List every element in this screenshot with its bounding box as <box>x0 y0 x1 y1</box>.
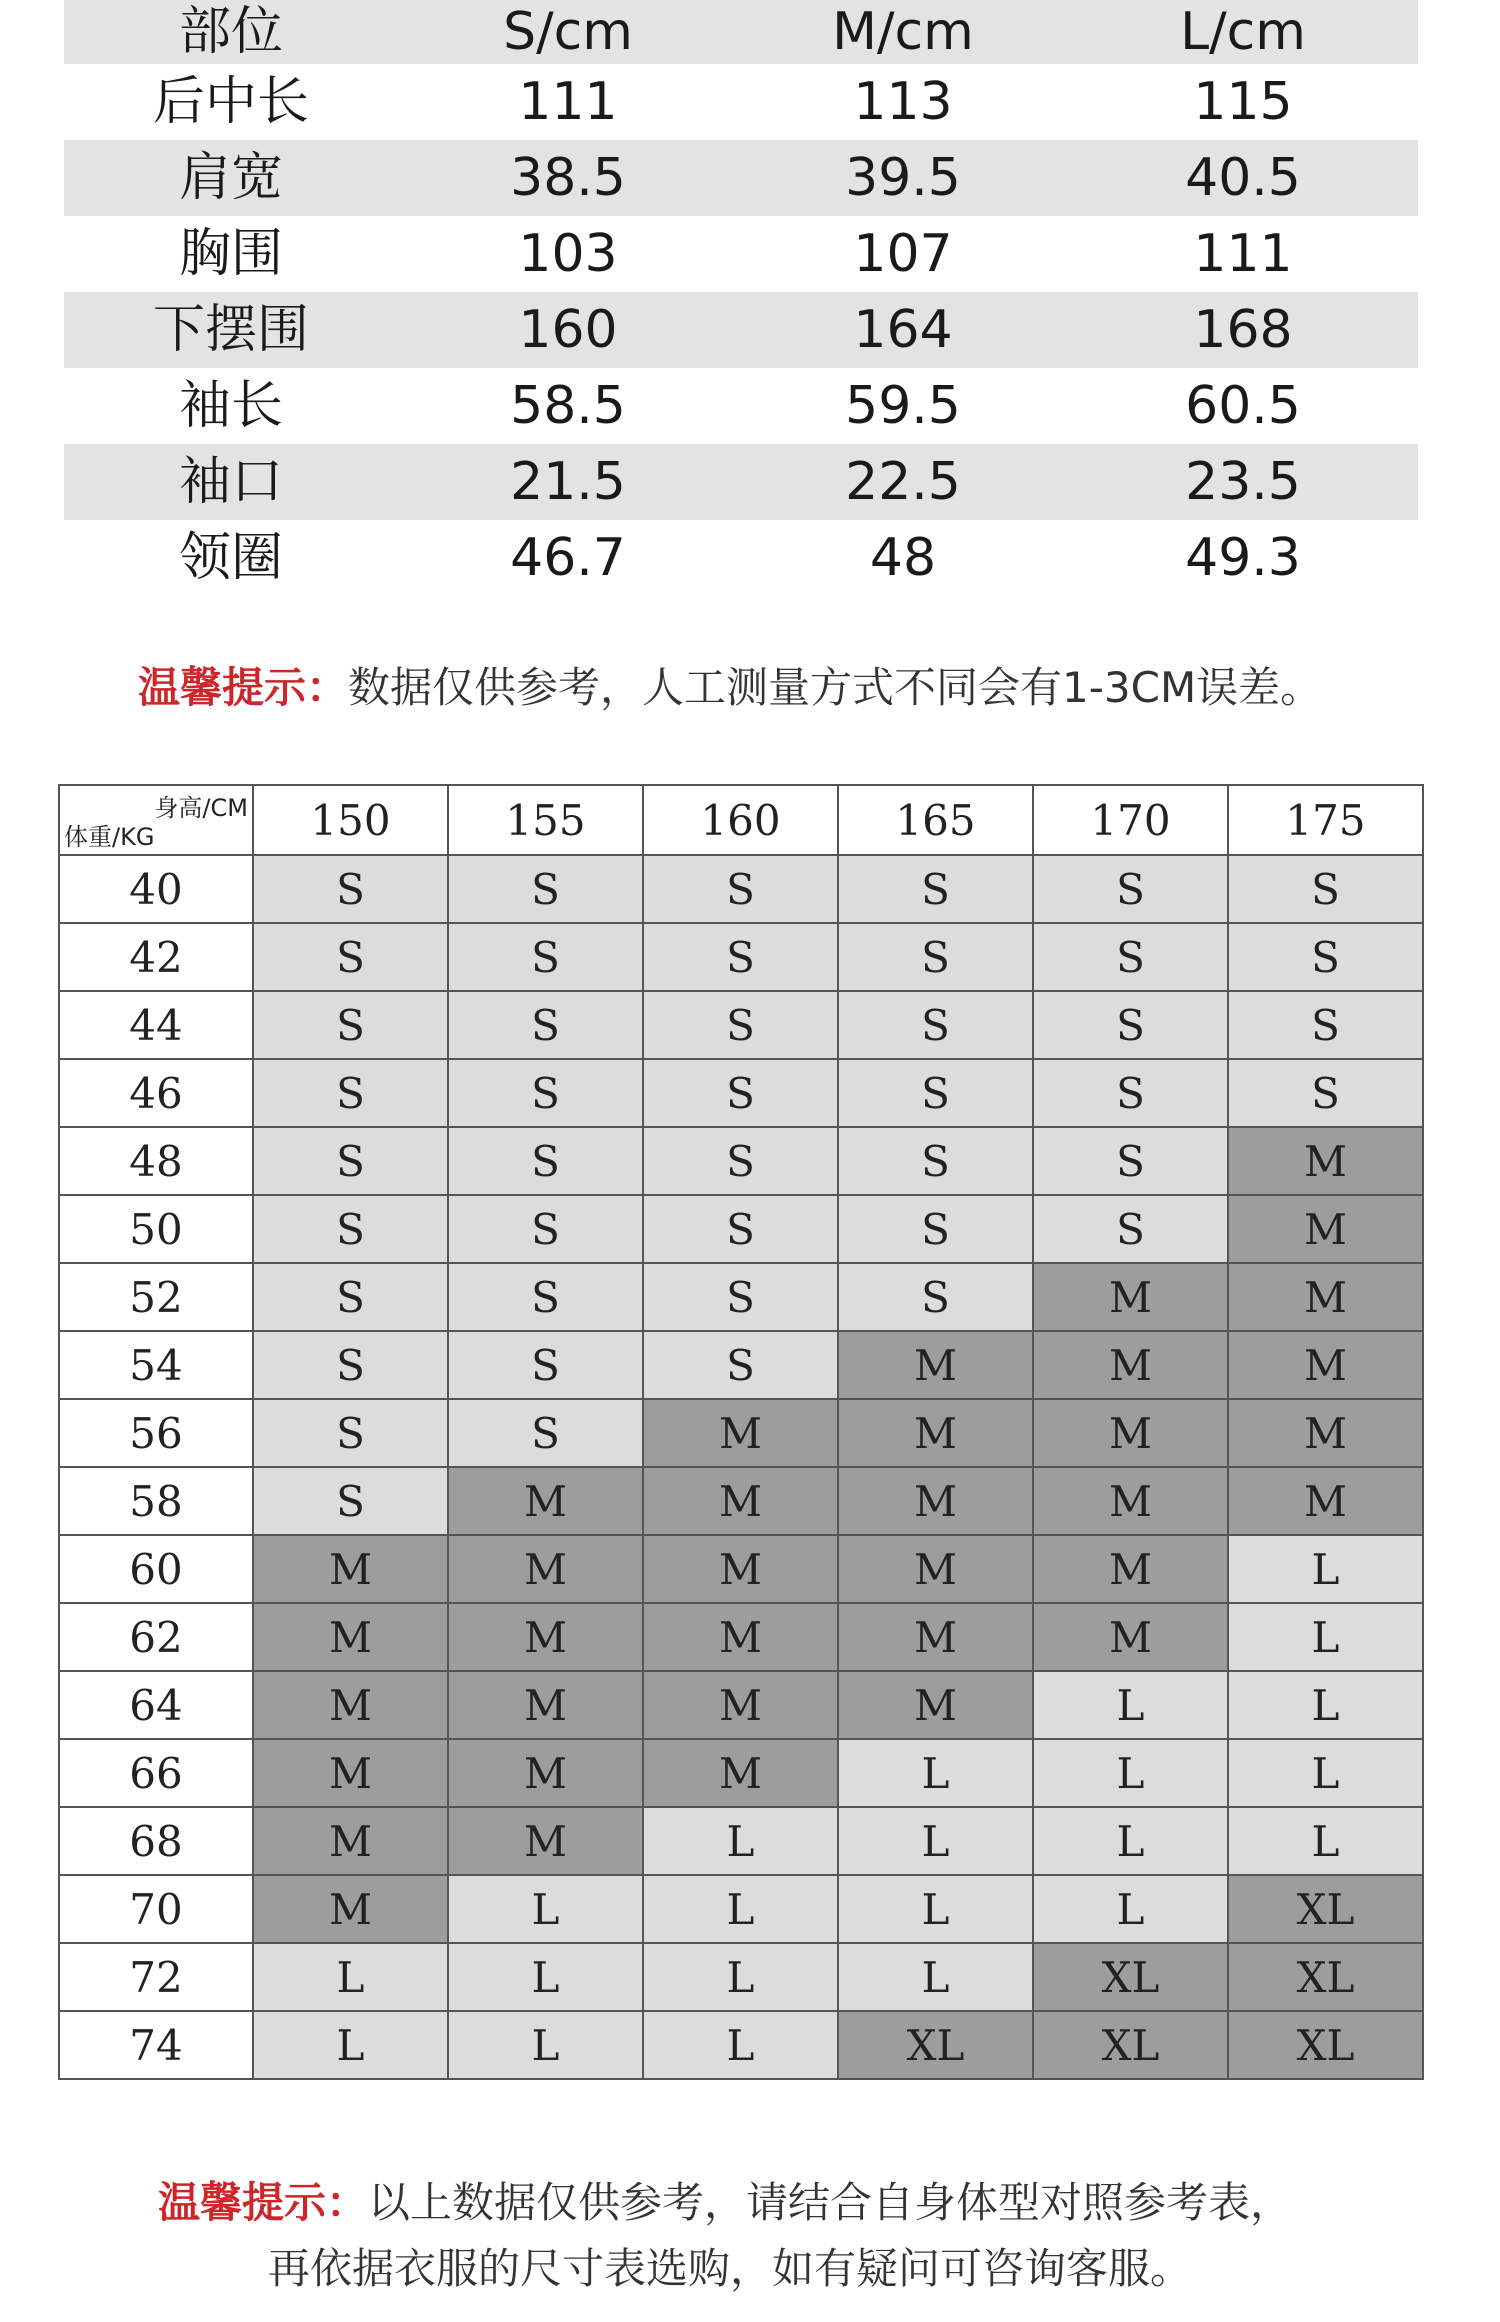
tip-note-2 <box>158 2170 1292 2302</box>
grid-row <box>59 1127 1423 1195</box>
size-cell: L <box>1033 1875 1228 1943</box>
size-cell: S <box>1033 1195 1228 1263</box>
size-cell: M <box>253 1671 448 1739</box>
size-cell: S <box>253 855 448 923</box>
size-cell: S <box>448 1127 643 1195</box>
size-cell: S <box>838 1127 1033 1195</box>
part-name: 后中长 <box>152 72 309 132</box>
s-value: 21.5 <box>510 452 626 512</box>
size-cell: L <box>1228 1535 1423 1603</box>
size-cell: S <box>838 1263 1033 1331</box>
size-cell: S <box>1033 1059 1228 1127</box>
weight-cell: 56 <box>59 1399 253 1467</box>
size-cell: L <box>643 2011 838 2079</box>
s-value: 103 <box>518 224 618 284</box>
weight-cell: 74 <box>59 2011 253 2079</box>
size-cell: M <box>1033 1263 1228 1331</box>
measurement-row <box>64 216 1418 292</box>
size-cell: S <box>253 1059 448 1127</box>
weight-cell: 70 <box>59 1875 253 1943</box>
size-cell: S <box>448 855 643 923</box>
grid-row <box>59 1535 1423 1603</box>
weight-cell: 40 <box>59 855 253 923</box>
size-cell: M <box>1228 1467 1423 1535</box>
weight-cell: 48 <box>59 1127 253 1195</box>
measurement-row <box>64 292 1418 368</box>
size-cell: S <box>838 991 1033 1059</box>
grid-row <box>59 855 1423 923</box>
size-cell: L <box>643 1807 838 1875</box>
size-cell: M <box>1033 1467 1228 1535</box>
size-cell: XL <box>1033 2011 1228 2079</box>
tip-label: 温馨提示： <box>138 663 349 712</box>
weight-axis-label: 体重/KG <box>64 823 155 851</box>
weight-cell: 54 <box>59 1331 253 1399</box>
grid-row <box>59 1059 1423 1127</box>
size-recommendation-grid <box>58 784 1424 2080</box>
size-cell: L <box>1228 1739 1423 1807</box>
weight-cell: 58 <box>59 1467 253 1535</box>
s-value: 111 <box>518 72 618 132</box>
height-header: 155 <box>448 785 643 855</box>
size-cell: S <box>253 991 448 1059</box>
grid-row <box>59 2011 1423 2079</box>
height-header: 160 <box>643 785 838 855</box>
size-cell: S <box>448 1399 643 1467</box>
size-cell: M <box>643 1739 838 1807</box>
size-cell: S <box>448 1331 643 1399</box>
size-cell: M <box>448 1603 643 1671</box>
l-value: 111 <box>1193 224 1293 284</box>
grid-corner-cell <box>59 785 253 855</box>
size-cell: L <box>643 1943 838 2011</box>
size-cell: L <box>253 2011 448 2079</box>
size-cell: S <box>643 991 838 1059</box>
size-cell: M <box>838 1331 1033 1399</box>
size-cell: S <box>643 1331 838 1399</box>
weight-cell: 72 <box>59 1943 253 2011</box>
size-cell: XL <box>838 2011 1033 2079</box>
size-cell: XL <box>1228 2011 1423 2079</box>
size-cell: M <box>1033 1399 1228 1467</box>
l-value: 23.5 <box>1185 452 1301 512</box>
part-name: 下摆围 <box>152 300 309 360</box>
size-cell: M <box>253 1603 448 1671</box>
measurement-row <box>64 140 1418 216</box>
measurement-row <box>64 520 1418 596</box>
m-value: 107 <box>853 224 953 284</box>
size-cell: S <box>253 1127 448 1195</box>
part-name: 袖长 <box>178 376 283 436</box>
weight-cell: 50 <box>59 1195 253 1263</box>
size-cell: M <box>448 1467 643 1535</box>
grid-row <box>59 1263 1423 1331</box>
size-cell: S <box>838 855 1033 923</box>
grid-row <box>59 1875 1423 1943</box>
size-cell: M <box>1033 1535 1228 1603</box>
l-value: 168 <box>1193 300 1293 360</box>
weight-cell: 68 <box>59 1807 253 1875</box>
size-cell: S <box>448 923 643 991</box>
size-cell: M <box>643 1399 838 1467</box>
height-header: 165 <box>838 785 1033 855</box>
grid-row <box>59 1739 1423 1807</box>
height-axis-label: 身高/CM <box>154 794 248 822</box>
size-cell: S <box>253 1399 448 1467</box>
m-value: 22.5 <box>845 452 961 512</box>
size-cell: M <box>448 1807 643 1875</box>
size-cell: M <box>448 1671 643 1739</box>
header-s: S/cm <box>503 2 633 62</box>
size-cell: S <box>1228 855 1423 923</box>
m-value: 39.5 <box>845 148 961 208</box>
size-cell: L <box>1228 1807 1423 1875</box>
tip-label: 温馨提示： <box>158 2178 369 2227</box>
height-header: 175 <box>1228 785 1423 855</box>
grid-header-row <box>59 785 1423 855</box>
size-cell: M <box>838 1603 1033 1671</box>
grid-row <box>59 1603 1423 1671</box>
weight-cell: 44 <box>59 991 253 1059</box>
grid-row <box>59 991 1423 1059</box>
grid-row <box>59 1331 1423 1399</box>
size-cell: M <box>1228 1263 1423 1331</box>
l-value: 40.5 <box>1185 148 1301 208</box>
size-cell: S <box>253 1195 448 1263</box>
size-cell: L <box>448 2011 643 2079</box>
part-name: 肩宽 <box>178 148 283 208</box>
m-value: 113 <box>853 72 953 132</box>
size-cell: S <box>253 1263 448 1331</box>
weight-cell: 42 <box>59 923 253 991</box>
l-value: 49.3 <box>1185 528 1301 588</box>
size-cell: M <box>838 1399 1033 1467</box>
size-cell: S <box>448 1195 643 1263</box>
part-name: 袖口 <box>178 452 283 512</box>
tip-text: 数据仅供参考，人工测量方式不同会有1-3CM误差。 <box>348 663 1323 712</box>
weight-cell: 66 <box>59 1739 253 1807</box>
size-cell: S <box>838 1059 1033 1127</box>
header-part: 部位 <box>178 2 283 62</box>
size-cell: M <box>643 1603 838 1671</box>
size-cell: L <box>643 1875 838 1943</box>
tip-text-line2: 再依据衣服的尺寸表选购，如有疑问可咨询客服。 <box>268 2244 1193 2293</box>
size-cell: M <box>1228 1195 1423 1263</box>
weight-cell: 60 <box>59 1535 253 1603</box>
size-cell: L <box>448 1943 643 2011</box>
size-cell: M <box>1033 1331 1228 1399</box>
grid-row <box>59 1671 1423 1739</box>
header-l: L/cm <box>1180 2 1306 62</box>
size-cell: S <box>838 1195 1033 1263</box>
weight-cell: 46 <box>59 1059 253 1127</box>
size-cell: L <box>838 1875 1033 1943</box>
size-cell: M <box>448 1739 643 1807</box>
grid-row <box>59 1399 1423 1467</box>
size-cell: L <box>1033 1807 1228 1875</box>
s-value: 46.7 <box>510 528 626 588</box>
size-cell: M <box>253 1739 448 1807</box>
size-cell: M <box>1228 1399 1423 1467</box>
size-cell: M <box>253 1535 448 1603</box>
size-cell: S <box>643 855 838 923</box>
header-m: M/cm <box>832 2 974 62</box>
size-cell: L <box>1228 1603 1423 1671</box>
weight-cell: 64 <box>59 1671 253 1739</box>
height-header: 150 <box>253 785 448 855</box>
measurement-table <box>64 0 1418 596</box>
size-cell: S <box>643 1127 838 1195</box>
size-cell: L <box>253 1943 448 2011</box>
tip-text-line1: 以上数据仅供参考，请结合自身体型对照参考表， <box>368 2178 1293 2227</box>
measurement-header-row <box>64 0 1418 64</box>
s-value: 58.5 <box>510 376 626 436</box>
size-cell: M <box>253 1875 448 1943</box>
tip-note-1 <box>138 655 1322 715</box>
s-value: 160 <box>518 300 618 360</box>
grid-row <box>59 1943 1423 2011</box>
size-cell: L <box>838 1943 1033 2011</box>
part-name: 领圈 <box>178 528 283 588</box>
grid-row <box>59 1807 1423 1875</box>
size-cell: S <box>448 991 643 1059</box>
s-value: 38.5 <box>510 148 626 208</box>
grid-row <box>59 1467 1423 1535</box>
size-cell: S <box>1228 923 1423 991</box>
size-cell: S <box>1033 923 1228 991</box>
size-cell: M <box>838 1467 1033 1535</box>
size-cell: L <box>448 1875 643 1943</box>
size-cell: M <box>643 1535 838 1603</box>
measurement-row <box>64 64 1418 140</box>
height-header: 170 <box>1033 785 1228 855</box>
m-value: 164 <box>853 300 953 360</box>
size-cell: M <box>253 1807 448 1875</box>
size-cell: S <box>1033 855 1228 923</box>
measurement-row <box>64 368 1418 444</box>
size-cell: M <box>643 1467 838 1535</box>
size-cell: S <box>838 923 1033 991</box>
size-cell: S <box>1228 991 1423 1059</box>
grid-row <box>59 1195 1423 1263</box>
m-value: 59.5 <box>845 376 961 436</box>
size-cell: S <box>253 1331 448 1399</box>
size-cell: M <box>838 1671 1033 1739</box>
size-cell: M <box>838 1535 1033 1603</box>
size-cell: S <box>448 1263 643 1331</box>
size-cell: XL <box>1228 1875 1423 1943</box>
size-cell: S <box>1033 991 1228 1059</box>
size-cell: S <box>448 1059 643 1127</box>
size-cell: L <box>838 1807 1033 1875</box>
part-name: 胸围 <box>178 224 283 284</box>
l-value: 60.5 <box>1185 376 1301 436</box>
size-cell: L <box>1228 1671 1423 1739</box>
size-cell: S <box>643 1059 838 1127</box>
size-cell: S <box>253 1467 448 1535</box>
size-cell: M <box>1228 1331 1423 1399</box>
size-cell: S <box>643 923 838 991</box>
size-cell: L <box>1033 1739 1228 1807</box>
size-cell: XL <box>1228 1943 1423 2011</box>
size-cell: M <box>643 1671 838 1739</box>
size-cell: M <box>448 1535 643 1603</box>
weight-cell: 52 <box>59 1263 253 1331</box>
l-value: 115 <box>1193 72 1293 132</box>
size-cell: M <box>1033 1603 1228 1671</box>
size-cell: M <box>1228 1127 1423 1195</box>
grid-row <box>59 923 1423 991</box>
measurement-row <box>64 444 1418 520</box>
size-cell: S <box>643 1263 838 1331</box>
size-cell: S <box>1033 1127 1228 1195</box>
size-cell: L <box>838 1739 1033 1807</box>
size-cell: L <box>1033 1671 1228 1739</box>
size-cell: S <box>1228 1059 1423 1127</box>
m-value: 48 <box>869 528 937 588</box>
size-cell: S <box>253 923 448 991</box>
weight-cell: 62 <box>59 1603 253 1671</box>
size-cell: S <box>643 1195 838 1263</box>
size-cell: XL <box>1033 1943 1228 2011</box>
